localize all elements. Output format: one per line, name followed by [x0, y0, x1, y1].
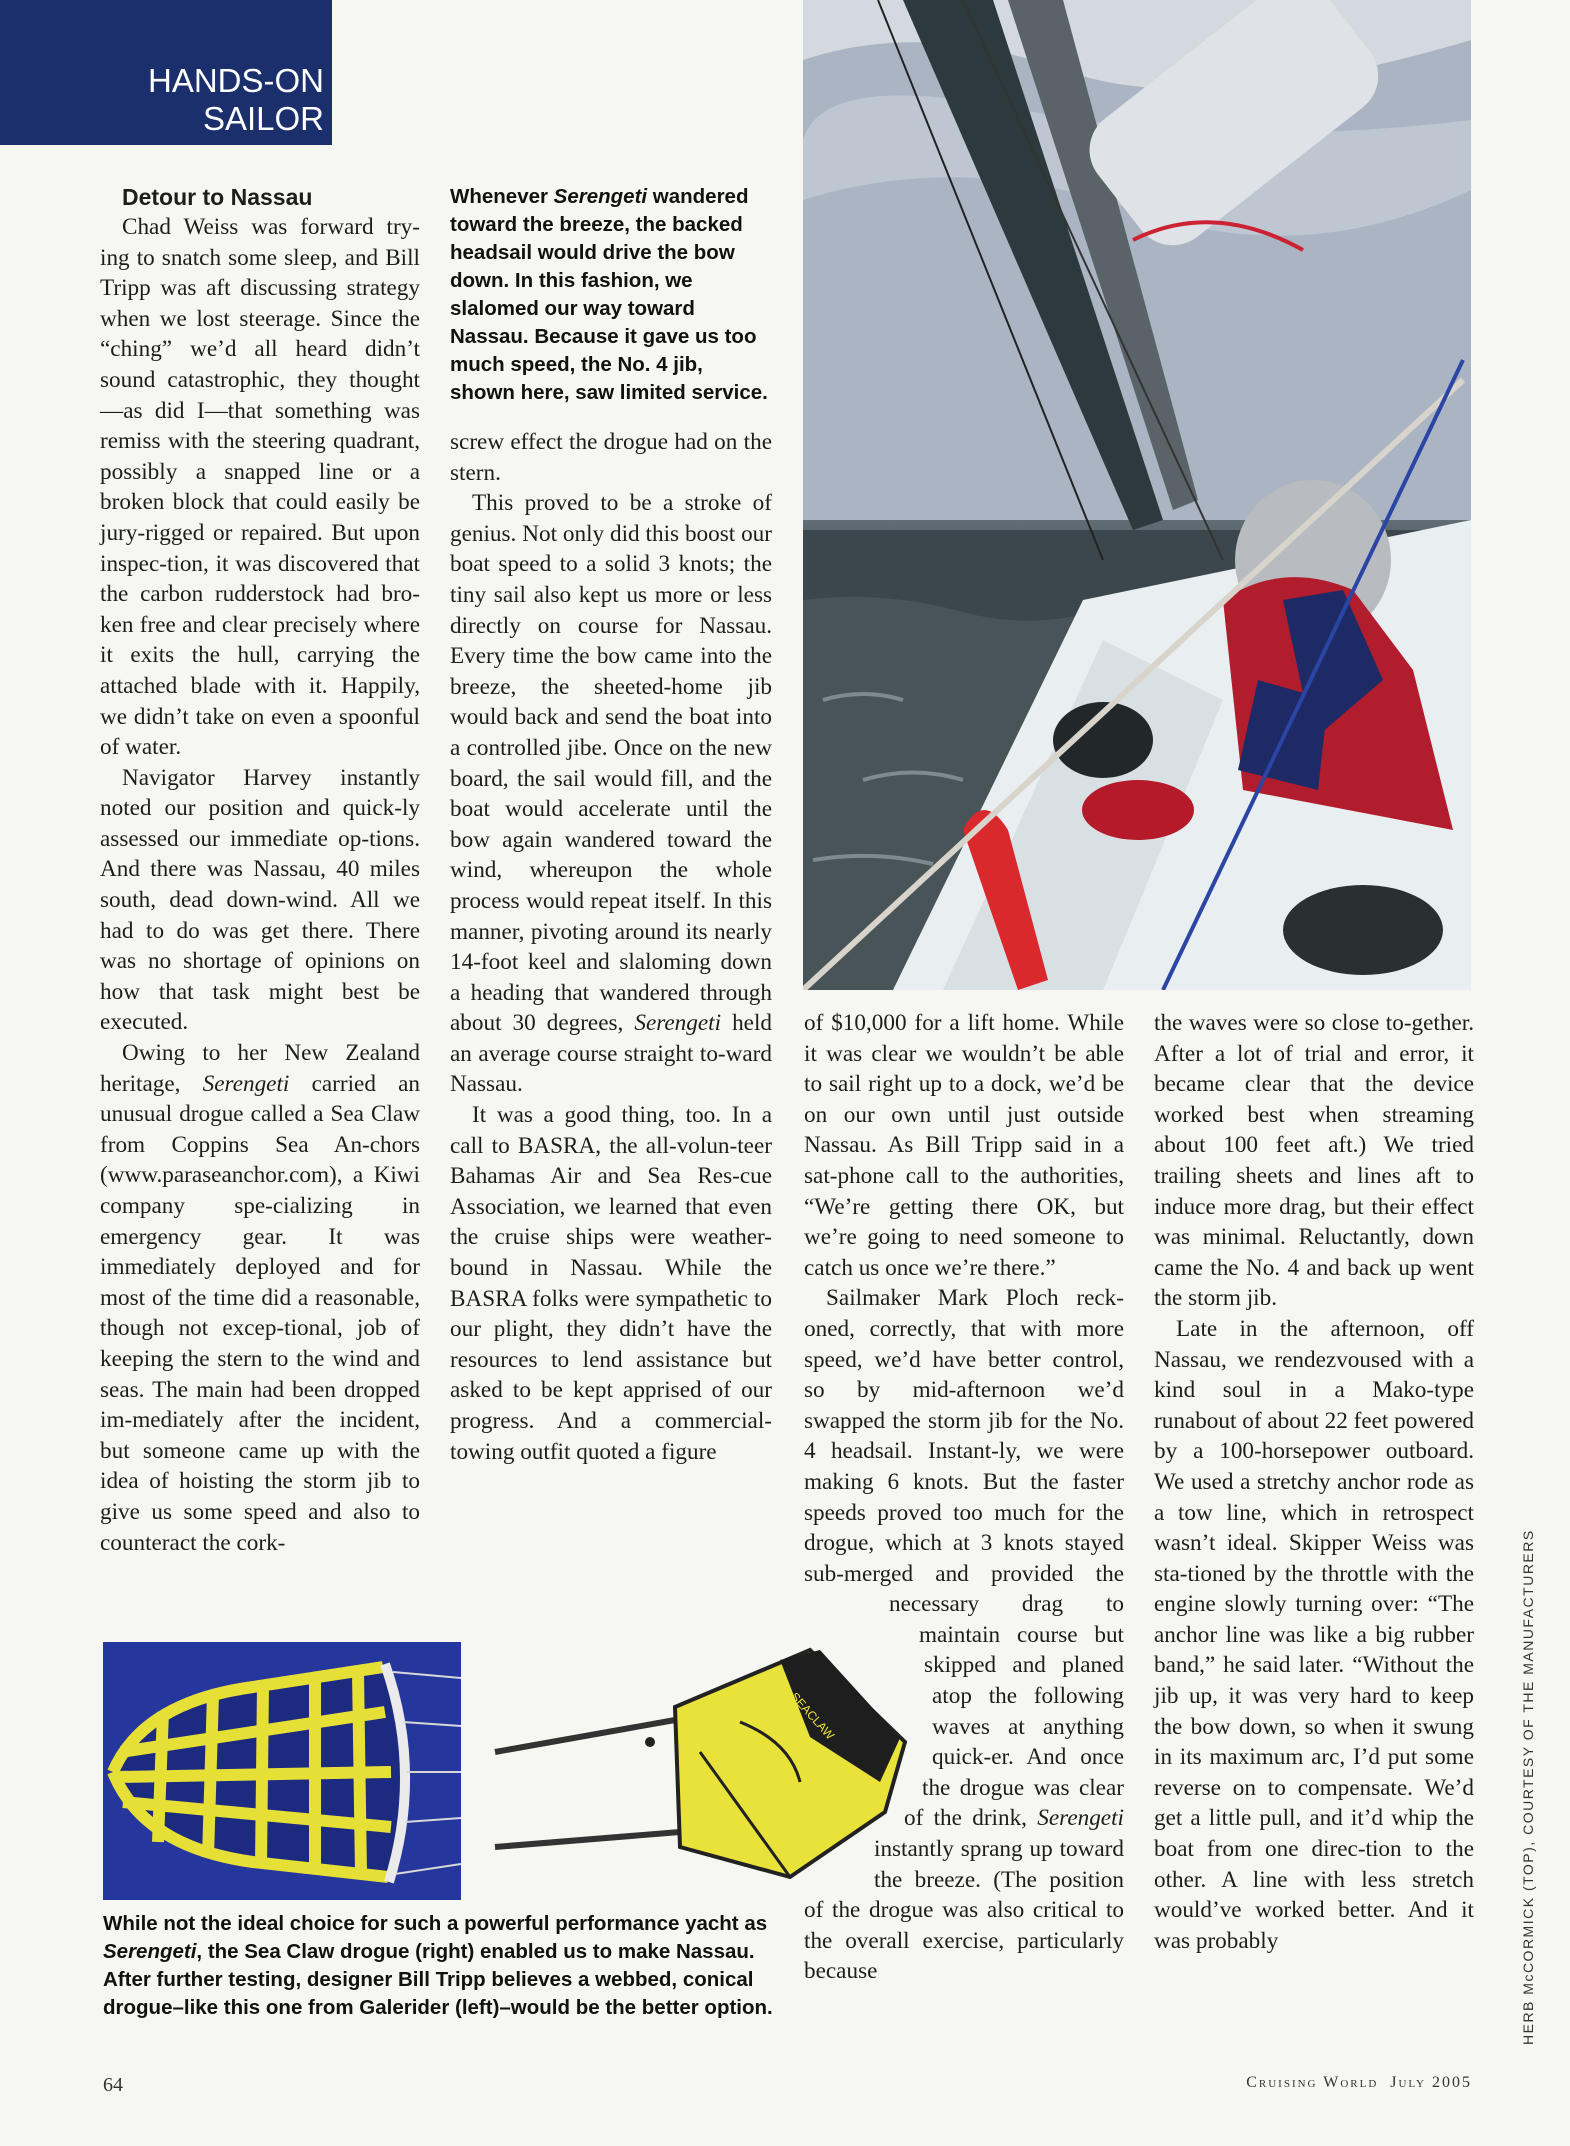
article-column-1 — [100, 182, 420, 1558]
article-column-2 — [450, 183, 772, 1467]
paragraph: Late in the afternoon, off Nassau, we rendezvoused with a kind soul in a Mako-type runabout of about 22 feet powered by a 100-horsepower outboard. We used a stretchy anchor rode as a tow line, which in retrospect wasn’t ideal. Skipper Weiss was sta-tioned by the throttle with the engine slowly turning over: “The anchor line was like a big rubber band,” he said later. “Without the jib up, it was very hard to keep the bow down, so when it swung in its maximum arc, I’d put some reverse on to compensate. We’d get a little pull, and it’d whip the boat from one direc-tion to the other. A line with less stretch would’ve worked better. And it was probably — [1154, 1315, 1475, 1954]
photo-credit: HERB McCORMICK (TOP), COURTESY OF THE MANUFACTURERS — [1520, 1529, 1536, 2045]
seaclaw-drogue-image — [490, 1642, 910, 1892]
article-column-4 — [1154, 1008, 1474, 1956]
section-tag — [0, 0, 332, 145]
paragraph: Navigator Harvey instantly noted our position and quick-ly assessed our immediate op-tions. And there was Nassau, 40 miles south, dead down-wind. All we had to do was get there. There was no shortage of opinions on how that task might best be executed. — [100, 764, 420, 1036]
paragraph: screw effect the drogue had on the stern. — [450, 429, 772, 486]
paragraph: of $10,000 for a lift home. While it was clear we wouldn’t be able to sail right up to a dock, we’d be on our own until just outside Nassau. As Bill Tripp said in a sat-phone call to the authorities, “We’re getting there OK, but we’re going to need someone to catch us once we’re there.” — [804, 1010, 1124, 1281]
paragraph: Chad Weiss was forward try-ing to snatch some sleep, and Bill Tripp was aft discussing strategy when we lost steerage. Since the “ching” we’d all heard didn’t sound catastrophic, they thought—as did I—that something was remiss with the steering quadrant, possibly a snapped line or a broken block that could easily be jury-rigged or repaired. But upon inspec-tion, it was discovered that the carbon rudderstock had bro-ken free and clear precisely where it exits the hull, carrying the attached blade with it. Happily, we didn’t take on even a spoonful of water. — [100, 214, 420, 761]
footer-magazine-issue — [1200, 2074, 1472, 2092]
paragraph: This proved to be a stroke of genius. Not only did this boost our boat speed to a solid 3 knots; the tiny sail also kept us more or less directly on course for Nassau. Every time the bow came into the breeze, the sheeted-home jib would back and send the boat into a controlled jibe. Once on the new board, the sail would fill, and the boat would accelerate until the bow again wandered toward the wind, whereupon the whole process would repeat itself. In this manner, pivoting around its nearly 14-foot keel and slaloming down a heading that wandered through about 30 degrees, Serengeti held an average course straight to-ward Nassau. — [450, 490, 772, 1098]
paragraph: Sailmaker Mark Ploch reck-oned, correctly, that with more speed, we’d have better control, so by mid-afternoon we’d swapped the storm jib for the No. 4 headsail. Instant-ly, we were making 6 knots. But the faster speeds proved too much for the drogue, which at 3 knots stayed sub-merged and provided the necessary drag to maintain course but skipped and planed atop the following waves at anything quick-er. And once the drogue was clear of the drink, Serengeti instantly sprang up toward the breeze. (The position of the drogue was also critical to the overall exercise, particularly because — [804, 1285, 1124, 1985]
paragraph: It was a good thing, too. In a call to BASRA, the all-volun-teer Bahamas Air and Sea Res-cue Association, we learned that even the cruise ships were weather-bound in Nassau. While the BASRA folks were sympathetic to our plight, they didn’t have the resources to lend assistance but asked to be kept apprised of our progress. And a commercial-towing outfit quoted a figure — [450, 1102, 772, 1465]
subhead: Detour to Nassau — [122, 184, 313, 210]
section-tag-line1: HANDS-ON — [147, 62, 324, 99]
photo-caption-bottom: While not the ideal choice for such a powerful performance yacht as Serengeti, the Sea Claw drogue (right) enabled us to make Nassau. After further testing, designer Bill Tripp believes a webbed, conical drogue–like this one from Galerider (left)–would be the better option. — [103, 1912, 773, 2019]
sailing-photo — [803, 0, 1471, 990]
galerider-drogue-illustration — [103, 1642, 461, 1900]
sailboat-photo-illustration — [803, 0, 1471, 990]
issue-date: July 2005 — [1390, 2074, 1472, 2091]
page-number: 64 — [103, 2074, 123, 2096]
photo-caption-top: Whenever Serengeti wandered toward the breeze, the backed headsail would drive the bow down. In this fashion, we slalomed our way toward Nassau. Because it gave us too much speed, the No. 4 jib, shown here, saw limited service. — [450, 185, 768, 404]
seaclaw-label: SEACLAW — [787, 1689, 838, 1743]
magazine-name: Cruising World — [1246, 2074, 1379, 2091]
paragraph: the waves were so close to-gether. After a lot of trial and error, it became clear that the device worked best when streaming about 100 feet aft.) We tried trailing sheets and lines aft to induce more drag, but their effect was minimal. Reluctantly, down came the No. 4 and back up went the storm jib. — [1154, 1010, 1474, 1312]
galerider-drogue-image — [103, 1642, 461, 1900]
seaclaw-drogue-illustration — [490, 1642, 910, 1892]
section-tag-line2: SAILOR — [202, 100, 324, 137]
paragraph: Owing to her New Zealand heritage, Serengeti carried an unusual drogue called a Sea Claw from Coppins Sea An-chors (www.paraseanchor.com), a Kiwi company spe-cializing in emergency gear. It was immediately deployed and for most of the time did a reasonable, though not excep-tional, job of keeping the stern to the wind and seas. The main had been dropped im-mediately after the incident, but someone came up with the idea of hoisting the storm jib to give us some speed and also to counteract the cork- — [100, 1040, 420, 1556]
